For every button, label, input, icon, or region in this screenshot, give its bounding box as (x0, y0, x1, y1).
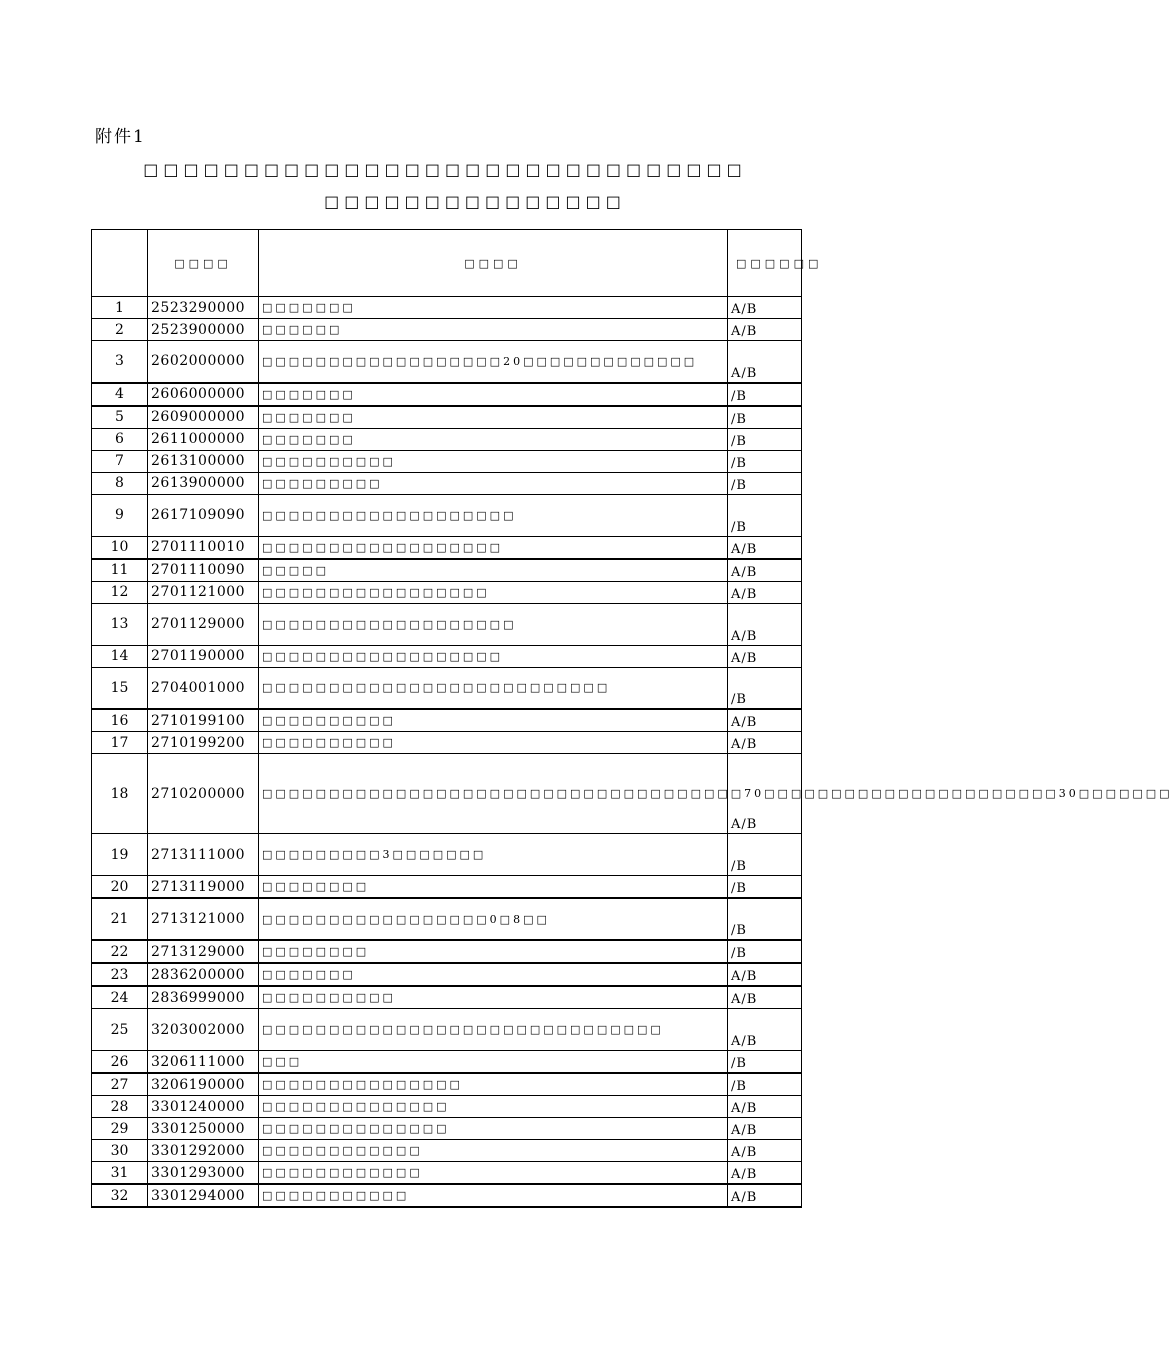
hs-code: 2701110090 (148, 559, 259, 582)
classification: A/B (728, 709, 802, 732)
table-row (92, 1162, 802, 1185)
classification: A/B (728, 1096, 802, 1118)
commodity-description: □□□□□□□□□□□□□□□□□□□□□□□□□□ (259, 667, 728, 709)
table-row (92, 472, 802, 494)
table-row (92, 963, 802, 986)
commodity-description: □□□□□□□□□□□□ (259, 1140, 728, 1162)
table-row (92, 898, 802, 940)
classification: /B (728, 428, 802, 450)
classification: A/B (728, 1162, 802, 1185)
classification: /B (728, 876, 802, 899)
table-row (92, 986, 802, 1009)
classification: A/B (728, 341, 802, 383)
commodity-description: □□□□□□□ (259, 297, 728, 319)
hs-code: 2701110010 (148, 536, 259, 559)
table-row (92, 319, 802, 341)
classification: A/B (728, 297, 802, 319)
commodity-description: □□□□□□□□□□□□□□□□□□□□□□□□□□□□□□□□□□□□70□□□□□□□□□□□□□□□□□□□□□□30□□□□□□□ (259, 754, 728, 834)
classification: /B (728, 494, 802, 536)
table-row (92, 383, 802, 406)
table-body (92, 297, 1173, 1208)
row-number: 29 (92, 1118, 148, 1140)
commodity-description: □□□□□□□□□□□□□□□□□□ (259, 645, 728, 667)
classification: /B (728, 383, 802, 406)
commodity-description: □□□□□□□□□□□□□□ (259, 1118, 728, 1140)
row-number: 25 (92, 1009, 148, 1051)
classification: /B (728, 406, 802, 429)
classification: /B (728, 472, 802, 494)
classification: /B (728, 667, 802, 709)
table-row (92, 834, 802, 876)
hs-code: 2609000000 (148, 406, 259, 429)
table-row (92, 297, 802, 319)
table-row (92, 1009, 802, 1051)
row-number: 26 (92, 1051, 148, 1074)
classification: /B (728, 940, 802, 963)
commodity-description: □□□□□□□□□□□□□□□□□□ (259, 536, 728, 559)
hs-code: 2713129000 (148, 940, 259, 963)
row-number: 13 (92, 603, 148, 645)
row-number: 27 (92, 1073, 148, 1096)
classification: A/B (728, 645, 802, 667)
hs-code: 3301293000 (148, 1162, 259, 1185)
hs-code: 2704001000 (148, 667, 259, 709)
table-row (92, 341, 802, 383)
hs-code: 2606000000 (148, 383, 259, 406)
hs-code: 3301250000 (148, 1118, 259, 1140)
table-row (92, 1073, 802, 1096)
commodity-description: □□□□□□□□ (259, 940, 728, 963)
table-row (92, 667, 802, 709)
classification: /B (728, 834, 802, 876)
commodity-description: □□□□□□□□□□□□□□□ (259, 1073, 728, 1096)
hs-code: 2701129000 (148, 603, 259, 645)
hs-code: 3206190000 (148, 1073, 259, 1096)
table-row (92, 645, 802, 667)
commodity-description: □□□□□ (259, 559, 728, 582)
hs-code: 2713111000 (148, 834, 259, 876)
row-number: 23 (92, 963, 148, 986)
row-number: 6 (92, 428, 148, 450)
hs-code: 2602000000 (148, 341, 259, 383)
commodity-description: □□□□□□□□□□□□□□□□□□□□□□□□□□□□□□ (259, 1009, 728, 1051)
commodity-description: □□□□□□□□□□ (259, 709, 728, 732)
table-row (92, 1096, 802, 1118)
classification: A/B (728, 754, 802, 834)
commodity-description: □□□□□□ (259, 319, 728, 341)
table-row (92, 1184, 802, 1207)
commodity-description: □□□□□□□□□□□□□□ (259, 1096, 728, 1118)
row-number: 12 (92, 581, 148, 603)
row-number: 21 (92, 898, 148, 940)
row-number: 17 (92, 732, 148, 754)
commodity-description: □□□□□□□□□□ (259, 986, 728, 1009)
row-number: 15 (92, 667, 148, 709)
hs-code: 2710199200 (148, 732, 259, 754)
classification: A/B (728, 1118, 802, 1140)
commodity-description: □□□□□□□□□□□□□□□□□□20□□□□□□□□□□□□□ (259, 341, 728, 383)
hs-code: 2523290000 (148, 297, 259, 319)
document-title-line-2: □□□□□□□□□□□□□□□ (324, 192, 626, 211)
commodity-description: □□□□□□□ (259, 963, 728, 986)
commodity-description: □□□□□□□□□3□□□□□□□ (259, 834, 728, 876)
hs-code: 2701121000 (148, 581, 259, 603)
hs-code: 2523900000 (148, 319, 259, 341)
row-number: 16 (92, 709, 148, 732)
row-number: 18 (92, 754, 148, 834)
commodity-description: □□□□□□□ (259, 383, 728, 406)
classification: A/B (728, 559, 802, 582)
classification: A/B (728, 732, 802, 754)
row-number: 11 (92, 559, 148, 582)
hs-code: 2613100000 (148, 450, 259, 472)
row-number: 2 (92, 319, 148, 341)
table-row (92, 581, 802, 603)
classification: A/B (728, 1140, 802, 1162)
row-number: 1 (92, 297, 148, 319)
hs-code: 2710199100 (148, 709, 259, 732)
commodity-description: □□□ (259, 1051, 728, 1074)
row-number: 7 (92, 450, 148, 472)
row-number: 4 (92, 383, 148, 406)
row-number: 32 (92, 1184, 148, 1207)
table-row (92, 732, 802, 754)
header-class: □□□□□□ (728, 230, 802, 297)
attachment-label: 附件1 (95, 127, 146, 147)
table-row (92, 494, 802, 536)
commodity-description: □□□□□□□□□□□□□□□□□0□8□□ (259, 898, 728, 940)
row-number: 19 (92, 834, 148, 876)
row-number: 8 (92, 472, 148, 494)
header-no (92, 230, 148, 297)
table-row (92, 709, 802, 732)
classification: A/B (728, 319, 802, 341)
table-row (92, 536, 802, 559)
commodity-description: □□□□□□□□□□□□□□□□□□□ (259, 494, 728, 536)
hs-code: 2613900000 (148, 472, 259, 494)
row-number: 20 (92, 876, 148, 899)
header-code: □□□□ (148, 230, 259, 297)
hs-code: 3301294000 (148, 1184, 259, 1207)
hs-code: 2710200000 (148, 754, 259, 834)
classification: A/B (728, 603, 802, 645)
hs-code: 3203002000 (148, 1009, 259, 1051)
table-row (92, 1118, 802, 1140)
commodity-table (91, 229, 1173, 1208)
document-title-line-1: □□□□□□□□□□□□□□□□□□□□□□□□□□□□□□ (143, 160, 747, 179)
row-number: 9 (92, 494, 148, 536)
row-number: 5 (92, 406, 148, 429)
classification: A/B (728, 1184, 802, 1207)
table-row (92, 603, 802, 645)
table-header-row (92, 230, 802, 297)
hs-code: 2701190000 (148, 645, 259, 667)
table-row (92, 406, 802, 429)
classification: /B (728, 1073, 802, 1096)
row-number: 31 (92, 1162, 148, 1185)
row-number: 10 (92, 536, 148, 559)
table-row (92, 940, 802, 963)
commodity-description: □□□□□□□□□□□□□□□□□□□ (259, 603, 728, 645)
commodity-description: □□□□□□□ (259, 428, 728, 450)
commodity-description: □□□□□□□ (259, 406, 728, 429)
table-row (92, 876, 802, 899)
hs-code: 3301292000 (148, 1140, 259, 1162)
row-number: 3 (92, 341, 148, 383)
commodity-description: □□□□□□□□□□ (259, 732, 728, 754)
hs-code: 2713121000 (148, 898, 259, 940)
row-number: 22 (92, 940, 148, 963)
classification: A/B (728, 986, 802, 1009)
hs-code: 3206111000 (148, 1051, 259, 1074)
table-row (92, 450, 802, 472)
row-number: 24 (92, 986, 148, 1009)
classification: A/B (728, 963, 802, 986)
table-row (92, 1140, 802, 1162)
classification: /B (728, 898, 802, 940)
row-number: 30 (92, 1140, 148, 1162)
commodity-description: □□□□□□□□□□□□□□□□□ (259, 581, 728, 603)
row-number: 28 (92, 1096, 148, 1118)
commodity-description: □□□□□□□□□□ (259, 450, 728, 472)
commodity-description: □□□□□□□□□□□□ (259, 1162, 728, 1185)
header-desc: □□□□ (259, 230, 728, 297)
row-number: 14 (92, 645, 148, 667)
commodity-description: □□□□□□□□ (259, 876, 728, 899)
hs-code: 2836999000 (148, 986, 259, 1009)
table-row (92, 1051, 802, 1074)
table-row (92, 559, 802, 582)
hs-code: 2617109090 (148, 494, 259, 536)
classification: A/B (728, 1009, 802, 1051)
hs-code: 3301240000 (148, 1096, 259, 1118)
hs-code: 2611000000 (148, 428, 259, 450)
commodity-description: □□□□□□□□□□□ (259, 1184, 728, 1207)
classification: A/B (728, 536, 802, 559)
hs-code: 2713119000 (148, 876, 259, 899)
classification: /B (728, 450, 802, 472)
classification: /B (728, 1051, 802, 1074)
commodity-description: □□□□□□□□□ (259, 472, 728, 494)
classification: A/B (728, 581, 802, 603)
table-row (92, 428, 802, 450)
table-row (92, 754, 802, 834)
hs-code: 2836200000 (148, 963, 259, 986)
